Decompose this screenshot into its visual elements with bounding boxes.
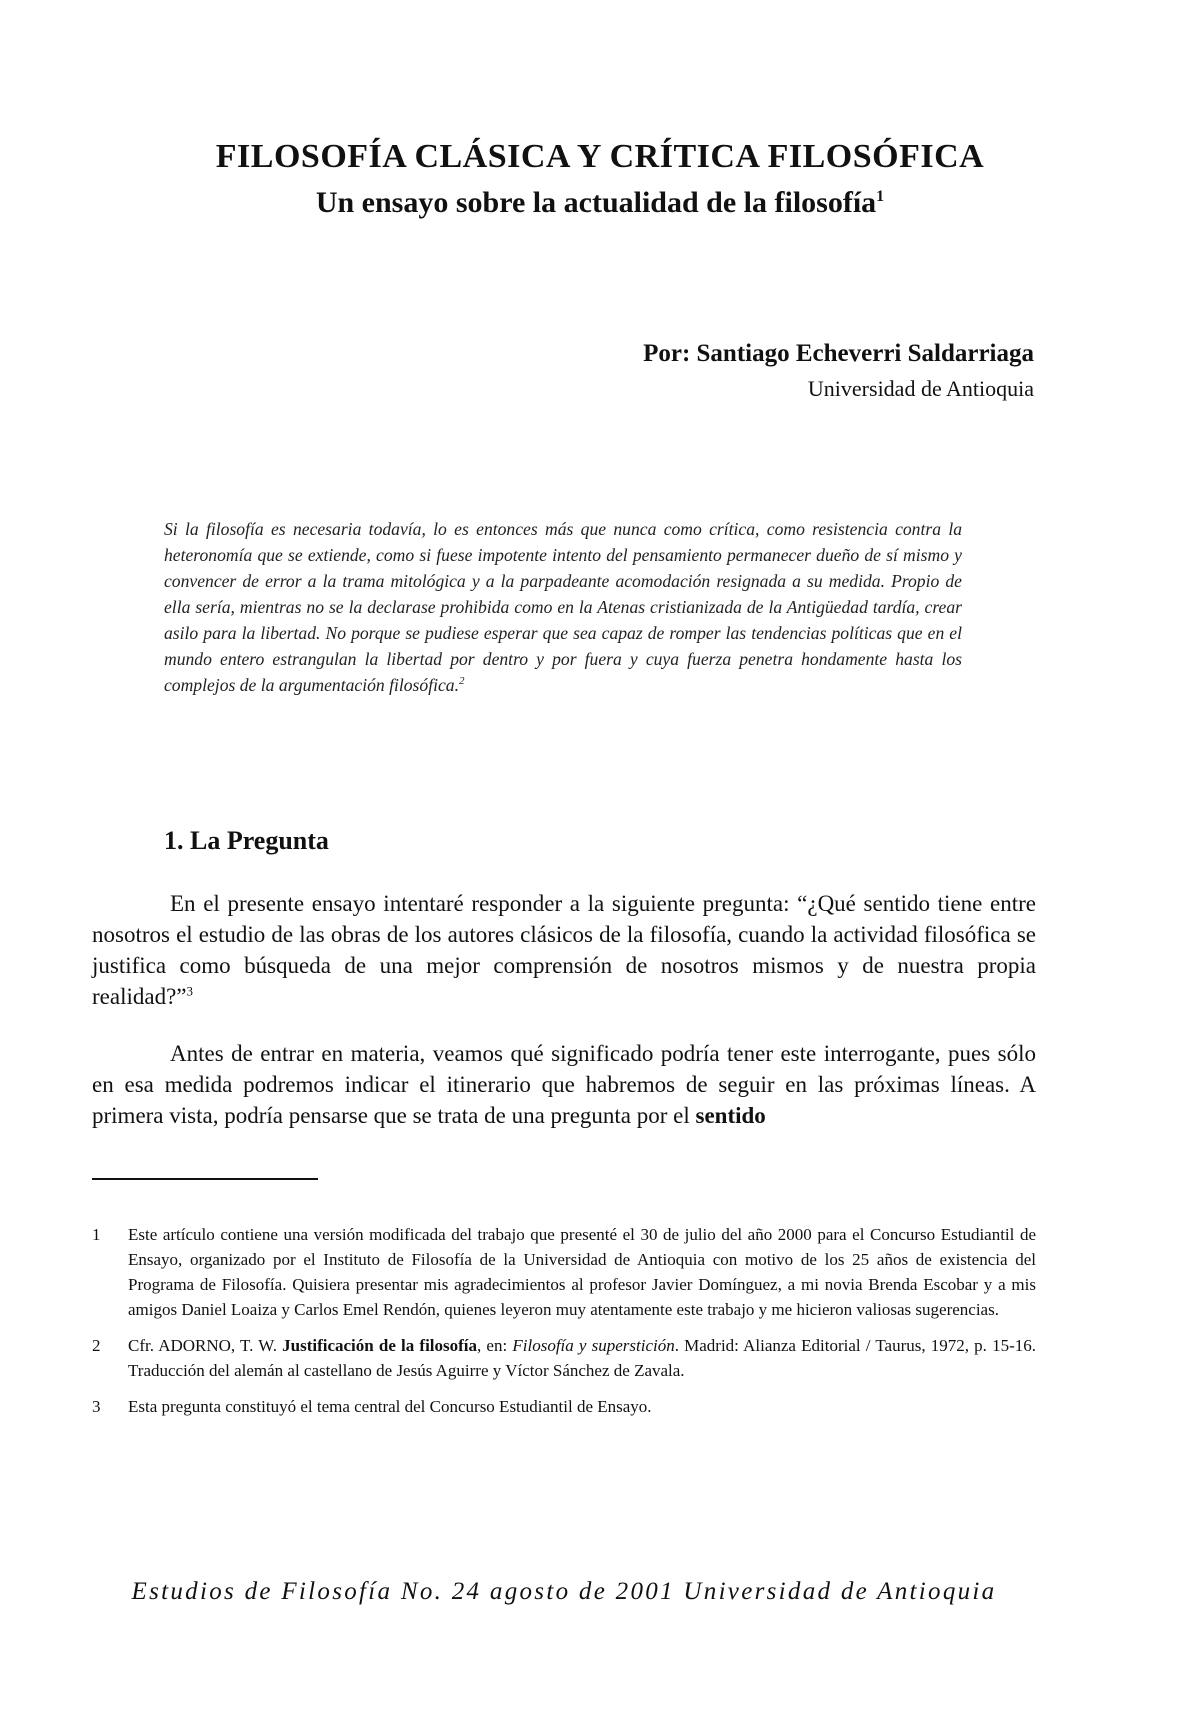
footnote-separator — [92, 1178, 318, 1180]
footnote-citation-author: Cfr. ADORNO, T. W. — [128, 1336, 277, 1355]
footnotes — [92, 1222, 1036, 1430]
footnote-citation-book: Filosofía y superstición — [512, 1336, 675, 1355]
footnote-text: Este artículo contiene una versión modificada del trabajo que presenté el 30 de julio del año 2000 para el Concurso Estudiantil de Ensayo, organizado por el Instituto de Filosofía de la Universidad de Antioquia con motivo de los 25 años de existencia del Programa de Filosofía. Quisiera presentar mis agradecimientos al profesor Javier Domínguez, a mi novia Brenda Escobar y a mis amigos Daniel Loaiza y Carlos Emel Rendón, quienes leyeron muy atentamente este trabajo y me hicieron valiosas sugerencias. — [128, 1225, 1036, 1319]
epigraph-text: Si la filosofía es necesaria todavía, lo es entonces más que nunca como crítica, como resistencia contra la heteronomía que se extiende, como si fuese impotente intento del pensamiento permanecer dueño de sí mismo y convencer de error a la trama mitológica y a la parpadeante acomodación resignada a su medida. Propio de ella sería, mientras no se la declarase prohibida como en la Atenas cristianizada de la Antigüedad tardía, crear asilo para la libertad. No porque se pudiese esperar que sea capaz de romper las tendencias políticas que en el mundo entero estrangulan la libertad por dentro y por fuera y cuya fuerza penetra hondamente hasta los complejos de la argumentación filosófica. — [164, 519, 962, 695]
journal-footer: Estudios de Filosofía No. 24 agosto de 2001 Universidad de Antioquia — [131, 1578, 997, 1605]
author-affiliation: Universidad de Antioquia — [807, 376, 1034, 401]
footnote-citation-details: . Madrid: Alianza Editorial / Taurus, 1972, p. 15-16. Traducción del alemán al castellano de Jesús Aguirre y Víctor Sánchez de Zavala. — [128, 1336, 1036, 1380]
article-title: FILOSOFÍA CLÁSICA Y CRÍTICA FILOSÓFICA — [215, 138, 985, 175]
body-paragraph-2 — [92, 1038, 1036, 1131]
subtitle-text: Un ensayo sobre la actualidad de la filosofía — [315, 186, 877, 219]
footnote-3 — [92, 1394, 1036, 1419]
footnote-1 — [92, 1222, 1036, 1322]
paragraph-1-text: En el presente ensayo intentaré responder a la siguiente pregunta: “¿Qué sentido tiene entre nosotros el estudio de las obras de los autores clásicos de la filosofía, cuando la actividad filosófica se justifica como búsqueda de una mejor comprensión de nosotros mismos y de nuestra propia realidad?” — [92, 891, 1036, 1009]
paragraph-2-text: Antes de entrar en materia, veamos qué significado podría tener este interrogante, pues sólo en esa medida podremos indicar el itinerario que habremos de seguir en las próximas líneas. A primera vista, podría pensarse que se trata de una pregunta por el — [92, 1041, 1036, 1128]
article-subtitle — [0, 186, 1200, 220]
footnote-citation-chapter: Justificación de la filosofía — [282, 1336, 478, 1355]
footnote-number: 1 — [92, 1225, 101, 1244]
footnote-text: Esta pregunta constituyó el tema central del Concurso Estudiantil de Ensayo. — [128, 1397, 652, 1416]
footnote-ref-2: 2 — [458, 675, 465, 688]
epigraph-quote — [164, 516, 962, 698]
footnote-number: 2 — [92, 1336, 101, 1355]
footnote-ref-3: 3 — [186, 983, 193, 999]
section-heading: 1. La Pregunta — [164, 826, 329, 855]
paragraph-2-bold-word: sentido — [695, 1103, 766, 1128]
footnote-citation-connector: , en: — [477, 1336, 508, 1355]
footnote-number: 3 — [92, 1397, 101, 1416]
body-paragraph-1 — [92, 888, 1036, 1012]
footnote-ref-1: 1 — [876, 188, 885, 205]
author-byline: Por: Santiago Echeverri Saldarriaga — [643, 340, 1034, 367]
footnote-2 — [92, 1333, 1036, 1383]
